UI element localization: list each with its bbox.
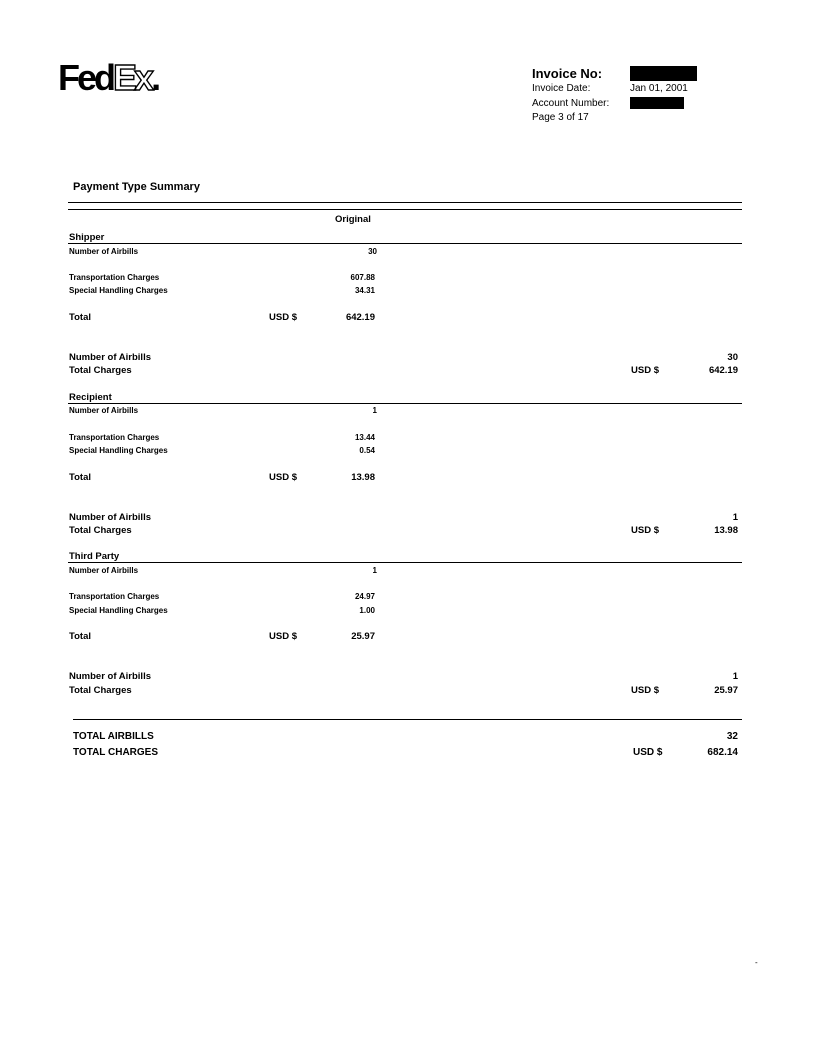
transportation-label: Transportation Charges	[69, 592, 160, 601]
page-indicator: Page 3 of 17	[532, 112, 589, 123]
airbills-label: Number of Airbills	[69, 247, 139, 256]
group-rule	[68, 403, 742, 404]
total-value: 13.98	[351, 472, 375, 483]
invoice-no-label: Invoice No:	[532, 66, 603, 81]
total-value: 642.19	[345, 312, 375, 323]
total-airbills-value: 32	[726, 731, 738, 742]
total-airbills-label: TOTAL AIRBILLS	[73, 731, 154, 742]
total-label: Total	[69, 631, 91, 642]
group-title-shipper: Shipper	[69, 232, 105, 243]
special-handling-label: Special Handling Charges	[69, 286, 168, 295]
account-number-redacted	[630, 97, 684, 109]
logo-ex: Ex	[113, 57, 152, 98]
divider-top	[68, 202, 742, 203]
subtotal-currency: USD $	[631, 685, 659, 696]
airbills-label: Number of Airbills	[69, 406, 139, 415]
currency-label: USD $	[269, 312, 297, 323]
transportation-value: 13.44	[354, 433, 375, 442]
airbills-value: 30	[368, 247, 377, 256]
subtotal-charges-label: Total Charges	[69, 685, 132, 696]
invoice-date-value: Jan 01, 2001	[630, 83, 688, 94]
subtotal-charges-label: Total Charges	[69, 525, 132, 536]
subtotal-airbills-label: Number of Airbills	[69, 671, 151, 682]
payment-type-summary-title: Payment Type Summary	[73, 181, 200, 193]
total-charges-currency: USD $	[633, 747, 663, 758]
subtotal-currency: USD $	[631, 525, 659, 536]
invoice-date-label: Invoice Date:	[532, 83, 591, 94]
group-rule	[68, 562, 742, 563]
currency-label: USD $	[269, 472, 297, 483]
footer-mark: -	[755, 958, 758, 967]
subtotal-airbills-label: Number of Airbills	[69, 512, 151, 523]
airbills-label: Number of Airbills	[69, 566, 139, 575]
total-charges-label: TOTAL CHARGES	[73, 747, 159, 758]
airbills-value: 1	[372, 566, 377, 575]
group-title-recipient: Recipient	[69, 392, 112, 403]
total-value: 25.97	[351, 631, 375, 642]
airbills-value: 1	[372, 406, 377, 415]
subtotal-airbills-value: 30	[727, 352, 738, 363]
subtotal-charges-value: 642.19	[708, 365, 738, 376]
subtotal-charges-value: 13.98	[714, 525, 738, 536]
subtotal-airbills-label: Number of Airbills	[69, 352, 151, 363]
invoice-no-redacted	[630, 66, 697, 81]
column-header-original: Original	[335, 214, 371, 225]
total-label: Total	[69, 472, 91, 483]
special-handling-value: 34.31	[354, 286, 375, 295]
logo-dot: .	[151, 57, 162, 98]
subtotal-currency: USD $	[631, 365, 659, 376]
special-handling-label: Special Handling Charges	[69, 446, 168, 455]
fedex-logo	[58, 58, 161, 98]
account-number-label: Account Number:	[532, 98, 610, 109]
special-handling-label: Special Handling Charges	[69, 606, 168, 615]
subtotal-airbills-value: 1	[732, 512, 738, 523]
total-label: Total	[69, 312, 91, 323]
special-handling-value: 0.54	[359, 446, 375, 455]
group-title-third-party: Third Party	[69, 551, 120, 562]
grand-total-divider	[73, 719, 742, 720]
transportation-label: Transportation Charges	[69, 273, 160, 282]
subtotal-charges-value: 25.97	[714, 685, 738, 696]
subtotal-airbills-value: 1	[732, 671, 738, 682]
special-handling-value: 1.00	[359, 606, 375, 615]
transportation-label: Transportation Charges	[69, 433, 160, 442]
group-rule	[68, 243, 742, 244]
divider-top-2	[68, 209, 742, 210]
total-charges-value: 682.14	[707, 747, 738, 758]
currency-label: USD $	[269, 631, 297, 642]
transportation-value: 607.88	[350, 273, 375, 282]
subtotal-charges-label: Total Charges	[69, 365, 132, 376]
transportation-value: 24.97	[354, 592, 375, 601]
logo-fed: Fed	[58, 57, 114, 98]
